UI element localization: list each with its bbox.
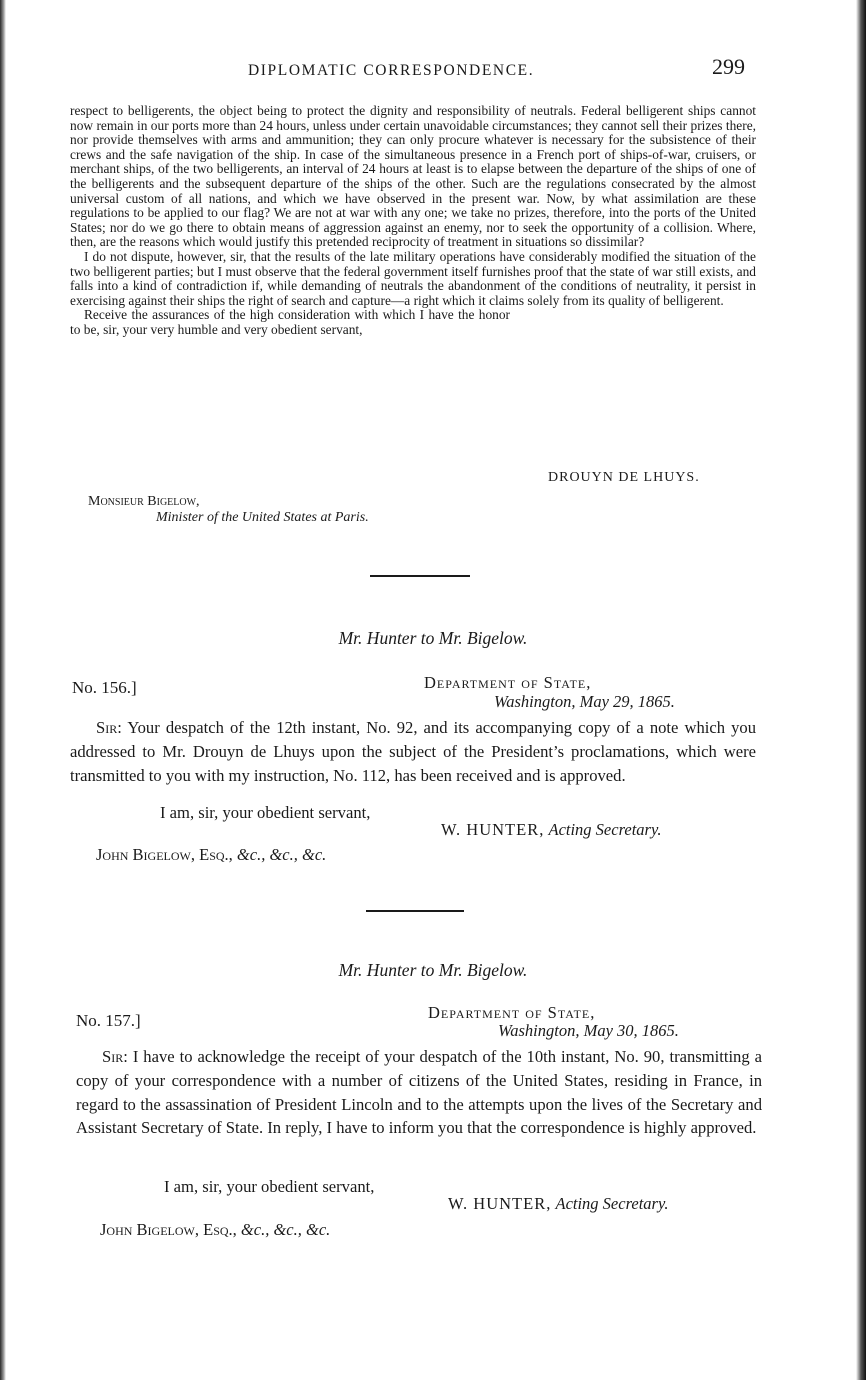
signature-title: Acting Secretary.: [555, 1194, 669, 1213]
section-divider: [366, 910, 464, 912]
salutation: Sir:: [102, 1047, 128, 1066]
body-text: I have to acknowledge the receipt of your despatch of the 10th instant, No. 90, transmitting a copy of your correspondence with a number of citizens of the United States, residing in France, in regard to the assassination of President Lincoln and to the attempts upon the lives of the Secretary and Assistant Secretary of State. In reply, I have to inform you that the correspondence is highly approved.: [76, 1047, 762, 1138]
addressee: [100, 1220, 330, 1240]
addressee-etc: &c., &c., &c.: [240, 1220, 331, 1239]
signature: [441, 820, 662, 840]
signature-name: W. HUNTER,: [448, 1194, 552, 1213]
signature-name: W. HUNTER,: [441, 820, 545, 839]
letter-heading: Mr. Hunter to Mr. Bigelow.: [338, 960, 528, 980]
body-text: Your despatch of the 12th instant, No. 92, and its accompanying copy of a note which you addressed to Mr. Drouyn de Lhuys upon the subject of the President’s proclamations, which were transmitted to you with my instruction, No. 112, has been received and is approved.: [70, 718, 756, 785]
signature-title: Acting Secretary.: [548, 820, 662, 839]
letter-number: No. 156.]: [72, 678, 137, 697]
letter-body: [70, 716, 756, 787]
dateline: Washington, May 29, 1865.: [494, 692, 675, 711]
addressee: [96, 845, 326, 865]
dateline: Washington, May 30, 1865.: [498, 1021, 679, 1040]
department: Department of State,: [428, 1003, 596, 1022]
closing: I am, sir, your obedient servant,: [164, 1177, 375, 1196]
addressee-name-text: Monsieur Bigelow,: [88, 494, 200, 509]
salutation: Sir:: [96, 718, 122, 737]
addressee-title: Minister of the United States at Paris.: [156, 510, 369, 525]
body-paragraph: respect to belligerents, the object being to protect the dignity and responsibility of neutrals. Federal belligerent ships cannot now remain in our ports more than 24 hours, unless under certain unavoidable circumstances; they cannot sell their prizes there, nor provide themselves with arms and ammunition; they can only procure whatever is necessary for the subsistence of their crews and the safe navigation of the ship. In case of the simultaneous presence in a French port of ships-of-war, cruisers, or merchant ships, of the two belligerents, an interval of 24 hours at least is to elapse between the departure of the ships of one of the belligerents and the subsequent departure of the ships of the other. Such are the regulations consecrated by the almost universal custom of all nations, and which we have observed in the present war. Now, by what assimilation are these regulations to be applied to our flag? We are not at war with any one; we take no prizes, therefore, into the ports of the United States; nor do we go there to obtain means of aggression against an enemy, nor to seek the opportunity of a collision. Where, then, are the reasons which would justify this pretended reciprocity of treatment in situations so dissimilar?: [70, 103, 756, 250]
page-binding-edge-left: [0, 0, 6, 1380]
addressee-name: John Bigelow, Esq.,: [96, 845, 233, 864]
running-title: DIPLOMATIC CORRESPONDENCE.: [248, 62, 535, 79]
running-head: [0, 54, 866, 86]
letter-body: [76, 1045, 762, 1140]
signature: [448, 1194, 669, 1214]
page-binding-edge-right: [856, 0, 866, 1380]
body-paragraph: [76, 1045, 762, 1140]
addressee-etc: &c., &c., &c.: [236, 845, 327, 864]
body-paragraph: [70, 716, 756, 787]
letter-number: No. 157.]: [76, 1011, 141, 1030]
department: Department of State,: [424, 673, 592, 692]
addressee-name: John Bigelow, Esq.,: [100, 1220, 237, 1239]
addressee-name: [88, 494, 200, 510]
body-paragraph: I do not dispute, however, sir, that the results of the late military operations have considerably modified the situation of the two belligerent parties; but I must observe that the federal government itself furnishes proof that the state of war still exists, and falls into a kind of contradiction if, while demanding of neutrals the abandonment of the conditions of neutrality, it persist in exercising against their ships the right of search and capture—a right which it claims solely from its quality of belligerent.: [70, 248, 756, 308]
page-number: 299: [712, 54, 745, 79]
signature: DROUYN DE LHUYS.: [548, 470, 700, 485]
closing-paragraph: Receive the assurances of the high consideration with which I have the honor to be, sir, your very humble and very obedient servant,: [70, 307, 510, 337]
letter-heading: Mr. Hunter to Mr. Bigelow.: [338, 628, 528, 648]
closing: I am, sir, your obedient servant,: [160, 803, 371, 822]
letter-continuation: [70, 104, 756, 338]
section-divider: [370, 575, 470, 577]
